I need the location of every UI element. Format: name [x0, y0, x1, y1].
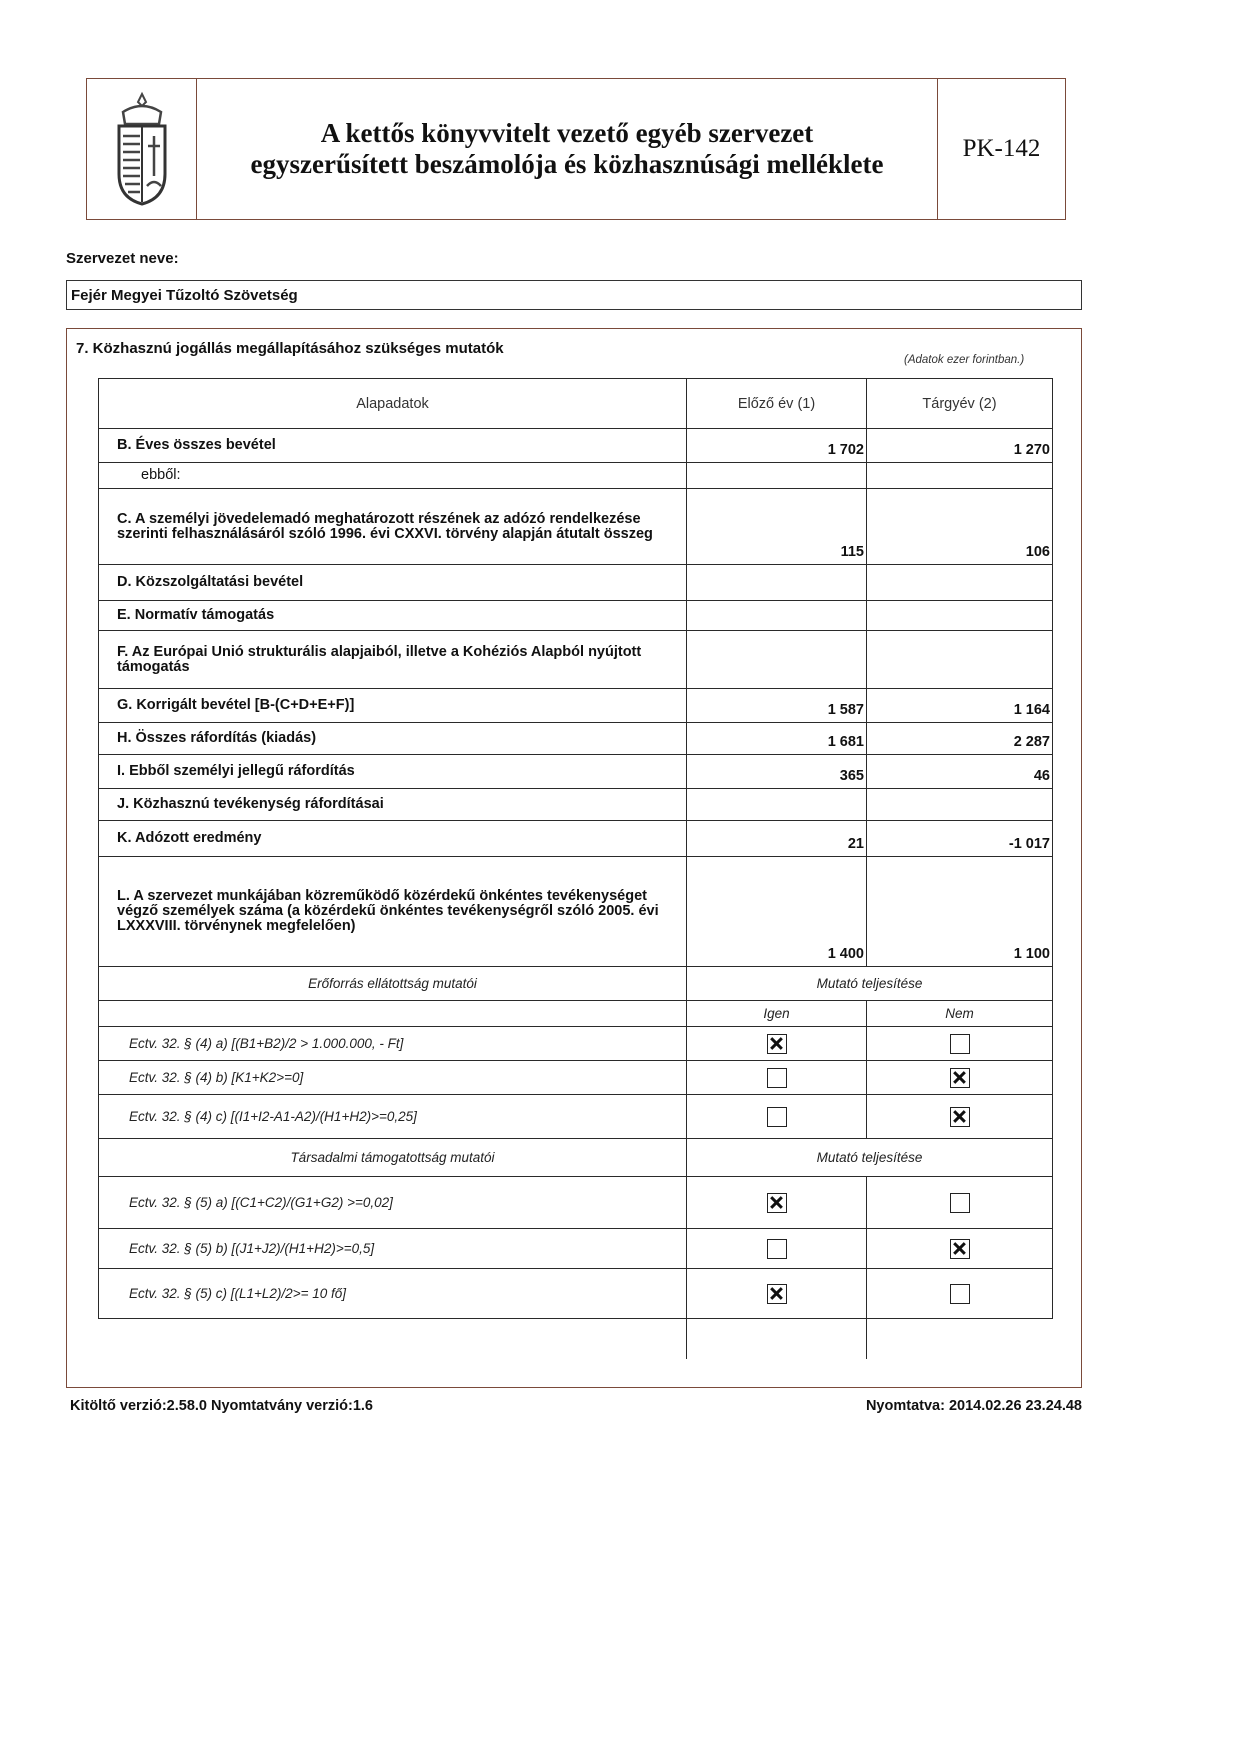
- row-label: H. Összes ráfordítás (kiadás): [99, 723, 687, 755]
- yes-cell: [687, 1027, 867, 1061]
- table-row: [99, 755, 1053, 789]
- no-cell: [867, 1269, 1053, 1319]
- no-cell: [867, 1229, 1053, 1269]
- footer-version: Kitöltő verzió:2.58.0 Nyomtatvány verzió:1.6: [70, 1398, 373, 1414]
- yes-checkbox[interactable]: [767, 1068, 787, 1088]
- form-header: [86, 78, 1066, 220]
- table-row: [99, 429, 1053, 463]
- form-title-line2: egyszerűsített beszámolója és közhasznúsági melléklete: [250, 149, 884, 179]
- no-cell: [867, 1061, 1053, 1095]
- indicator-label: Ectv. 32. § (4) b) [K1+K2>=0]: [99, 1061, 687, 1095]
- table-row: [99, 789, 1053, 821]
- indicator-label: Ectv. 32. § (4) a) [(B1+B2)/2 > 1.000.000, - Ft]: [99, 1027, 687, 1061]
- no-checkbox[interactable]: [950, 1107, 970, 1127]
- yes-checkbox[interactable]: [767, 1107, 787, 1127]
- row-label: ebből:: [99, 463, 687, 489]
- blank-cell: [99, 1319, 687, 1359]
- current-year-value[interactable]: [867, 789, 1053, 821]
- indicator-label: Ectv. 32. § (5) c) [(L1+L2)/2>= 10 fő]: [99, 1269, 687, 1319]
- current-year-value[interactable]: 46: [867, 755, 1053, 789]
- table-row: [99, 821, 1053, 857]
- prev-year-value[interactable]: [687, 601, 867, 631]
- unit-note: (Adatok ezer forintban.): [904, 354, 1025, 366]
- col-header-base: Alapadatok: [99, 379, 687, 429]
- current-year-value[interactable]: [867, 463, 1053, 489]
- social-fulfil-header: Mutató teljesítése: [687, 1139, 1053, 1177]
- yes-cell: [687, 1095, 867, 1139]
- indicator-label: Ectv. 32. § (4) c) [(I1+I2-A1-A2)/(H1+H2)>=0,25]: [99, 1095, 687, 1139]
- row-label: F. Az Európai Unió strukturális alapjaiból, illetve a Kohéziós Alapból nyújtott támogatás: [99, 631, 687, 689]
- row-label: J. Közhasznú tevékenység ráfordításai: [99, 789, 687, 821]
- prev-year-value[interactable]: [687, 463, 867, 489]
- yes-cell: [687, 1229, 867, 1269]
- social-header-row: [99, 1139, 1053, 1177]
- current-year-value[interactable]: [867, 631, 1053, 689]
- yes-checkbox[interactable]: [767, 1193, 787, 1213]
- indicator-row: [99, 1229, 1053, 1269]
- footer-printed: Nyomtatva: 2014.02.26 23.24.48: [865, 1398, 1082, 1414]
- blank-cell: [867, 1319, 1053, 1359]
- indicator-table: [98, 378, 1053, 1359]
- row-label: K. Adózott eredmény: [99, 821, 687, 857]
- table-row: [99, 857, 1053, 967]
- no-checkbox[interactable]: [950, 1068, 970, 1088]
- section-title: 7. Közhasznú jogállás megállapításához szükséges mutatók: [76, 340, 504, 357]
- yes-header: Igen: [687, 1001, 867, 1027]
- row-label: B. Éves összes bevétel: [99, 429, 687, 463]
- no-checkbox[interactable]: [950, 1284, 970, 1304]
- yes-checkbox[interactable]: [767, 1239, 787, 1259]
- no-cell: [867, 1095, 1053, 1139]
- indicator-row: [99, 1027, 1053, 1061]
- org-name-label: Szervezet neve:: [66, 250, 179, 267]
- indicator-label: Ectv. 32. § (5) b) [(J1+J2)/(H1+H2)>=0,5]: [99, 1229, 687, 1269]
- current-year-value[interactable]: 1 270: [867, 429, 1053, 463]
- prev-year-value[interactable]: 1 400: [687, 857, 867, 967]
- table-row: [99, 565, 1053, 601]
- prev-year-value[interactable]: 115: [687, 489, 867, 565]
- social-title: Társadalmi támogatottság mutatói: [99, 1139, 687, 1177]
- row-label: G. Korrigált bevétel [B-(C+D+E+F)]: [99, 689, 687, 723]
- resource-header-row: [99, 967, 1053, 1001]
- no-checkbox[interactable]: [950, 1193, 970, 1213]
- current-year-value[interactable]: 2 287: [867, 723, 1053, 755]
- table-row: [99, 489, 1053, 565]
- yes-cell: [687, 1269, 867, 1319]
- row-label: I. Ebből személyi jellegű ráfordítás: [99, 755, 687, 789]
- no-checkbox[interactable]: [950, 1034, 970, 1054]
- hungarian-coat-of-arms-icon: [87, 79, 197, 219]
- prev-year-value[interactable]: [687, 789, 867, 821]
- no-checkbox[interactable]: [950, 1239, 970, 1259]
- no-header: Nem: [867, 1001, 1053, 1027]
- form-title: [197, 79, 937, 219]
- form-code: PK-142: [937, 79, 1065, 219]
- row-label: E. Normatív támogatás: [99, 601, 687, 631]
- org-name-field[interactable]: Fejér Megyei Tűzoltó Szövetség: [66, 280, 1082, 310]
- blank-cell: [99, 1001, 687, 1027]
- row-label: L. A szervezet munkájában közreműködő közérdekű önkéntes tevékenységet végző személyek száma (a közérdekű önkéntes tevékenységről szóló 2005. évi LXXXVIII. törvénynek megfelelően): [99, 857, 687, 967]
- prev-year-value[interactable]: [687, 631, 867, 689]
- indicator-row: [99, 1269, 1053, 1319]
- table-row: [99, 601, 1053, 631]
- indicator-label: Ectv. 32. § (5) a) [(C1+C2)/(G1+G2) >=0,02]: [99, 1177, 687, 1229]
- blank-row: [99, 1319, 1053, 1359]
- prev-year-value[interactable]: [687, 565, 867, 601]
- current-year-value[interactable]: -1 017: [867, 821, 1053, 857]
- indicator-table-wrap: [98, 378, 1052, 1359]
- yes-checkbox[interactable]: [767, 1284, 787, 1304]
- table-row: [99, 723, 1053, 755]
- resource-fulfil-header: Mutató teljesítése: [687, 967, 1053, 1001]
- no-cell: [867, 1027, 1053, 1061]
- current-year-value[interactable]: 106: [867, 489, 1053, 565]
- indicator-row: [99, 1177, 1053, 1229]
- col-header-curr: Tárgyév (2): [867, 379, 1053, 429]
- yes-checkbox[interactable]: [767, 1034, 787, 1054]
- prev-year-value[interactable]: 1 702: [687, 429, 867, 463]
- blank-cell: [687, 1319, 867, 1359]
- current-year-value[interactable]: [867, 565, 1053, 601]
- row-label: D. Közszolgáltatási bevétel: [99, 565, 687, 601]
- current-year-value[interactable]: 1 164: [867, 689, 1053, 723]
- resource-title: Erőforrás ellátottság mutatói: [99, 967, 687, 1001]
- indicator-row: [99, 1061, 1053, 1095]
- col-header-prev: Előző év (1): [687, 379, 867, 429]
- table-row: [99, 631, 1053, 689]
- table-row: [99, 689, 1053, 723]
- prev-year-value[interactable]: 1 681: [687, 723, 867, 755]
- yes-no-header-row: [99, 1001, 1053, 1027]
- indicator-row: [99, 1095, 1053, 1139]
- current-year-value[interactable]: [867, 601, 1053, 631]
- row-label: C. A személyi jövedelemadó meghatározott részének az adózó rendelkezése szerinti felhasználásáról szóló 1996. évi CXXVI. törvény alapján átutalt összeg: [99, 489, 687, 565]
- no-cell: [867, 1177, 1053, 1229]
- prev-year-value[interactable]: 365: [687, 755, 867, 789]
- current-year-value[interactable]: 1 100: [867, 857, 1053, 967]
- prev-year-value[interactable]: 1 587: [687, 689, 867, 723]
- form-title-line1: A kettős könyvvitelt vezető egyéb szervezet: [320, 118, 814, 148]
- yes-cell: [687, 1061, 867, 1095]
- prev-year-value[interactable]: 21: [687, 821, 867, 857]
- yes-cell: [687, 1177, 867, 1229]
- table-row: [99, 463, 1053, 489]
